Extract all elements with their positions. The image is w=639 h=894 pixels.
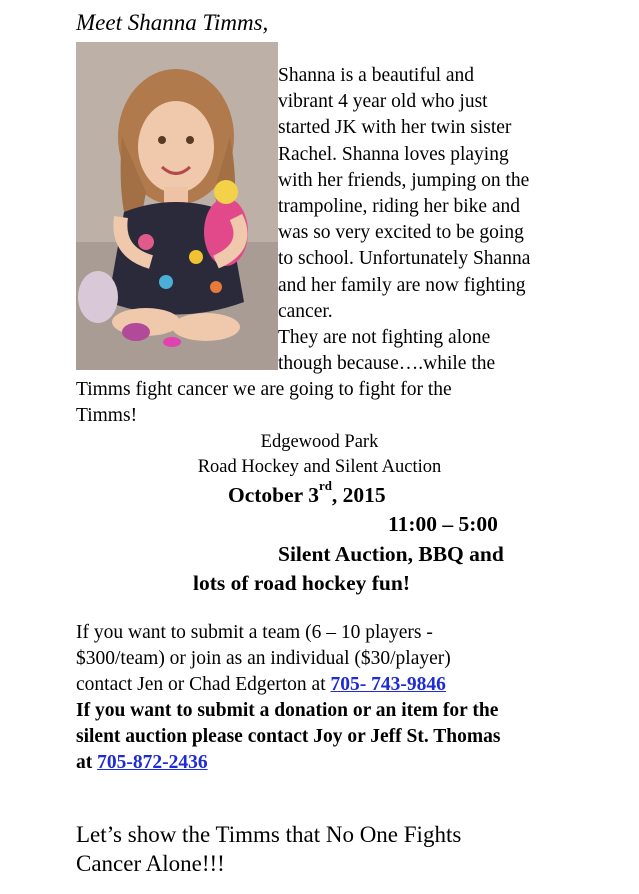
team-phone-link[interactable]: 705- 743-9846: [330, 674, 446, 696]
intro-line: vibrant 4 year old who just: [278, 91, 488, 113]
team-signup-paragraph: [76, 620, 596, 699]
donate-line: silent auction please contact Joy or Jeff St. Thomas: [76, 726, 501, 748]
intro-line: Timms fight cancer we are going to fight for the: [76, 379, 452, 400]
event-date-suffix: rd: [318, 478, 332, 493]
donation-paragraph: [76, 698, 596, 777]
closing-line: Let’s show the Timms that No One Fights: [76, 822, 462, 847]
intro-paragraph: [278, 63, 578, 377]
intro-line: with her friends, jumping on the: [278, 169, 530, 191]
intro-line: Timms!: [76, 405, 138, 427]
intro-line: to school. Unfortunately Shanna: [278, 248, 531, 270]
donate-contact-text: at: [76, 752, 98, 774]
team-contact-text: contact Jen or Chad Edgerton at: [76, 674, 331, 696]
shanna-photo: [76, 42, 278, 370]
intro-line: was so very excited to be going: [278, 222, 524, 244]
intro-line: Shanna is a beautiful and: [278, 65, 475, 86]
page-heading: Meet Shanna Timms,: [76, 10, 269, 35]
intro-line: cancer.: [278, 300, 333, 322]
event-activities-line1: Silent Auction, BBQ and: [278, 542, 504, 566]
event-location: Edgewood Park: [260, 432, 379, 452]
event-activities-line2: lots of road hockey fun!: [193, 571, 411, 595]
photo-illustration: [76, 42, 278, 370]
intro-line: Rachel. Shanna loves playing: [278, 143, 509, 165]
event-time: 11:00 – 5:00: [388, 512, 498, 536]
donate-line: [76, 750, 596, 776]
intro-line: and her family are now fighting: [278, 274, 526, 296]
closing-message: [76, 820, 596, 878]
event-date-year: , 2015: [331, 483, 386, 507]
intro-line: though because….while the: [278, 353, 496, 375]
event-date-main: October 3: [228, 483, 319, 507]
intro-line: They are not fighting alone: [278, 327, 491, 349]
event-date: [228, 478, 386, 509]
donate-line: If you want to submit a donation or an item for the: [76, 700, 499, 721]
team-line: [76, 672, 596, 698]
intro-line: started JK with her twin sister: [278, 117, 512, 139]
team-line: If you want to submit a team (6 – 10 players -: [76, 622, 433, 643]
intro-paragraph-continued: [76, 377, 596, 429]
event-name: Road Hockey and Silent Auction: [197, 457, 442, 477]
team-line: $300/team) or join as an individual ($30/player): [76, 648, 451, 670]
closing-line: Cancer Alone!!!: [76, 851, 225, 876]
intro-line: trampoline, riding her bike and: [278, 196, 521, 218]
donate-phone-link[interactable]: 705-872-2436: [97, 752, 208, 774]
